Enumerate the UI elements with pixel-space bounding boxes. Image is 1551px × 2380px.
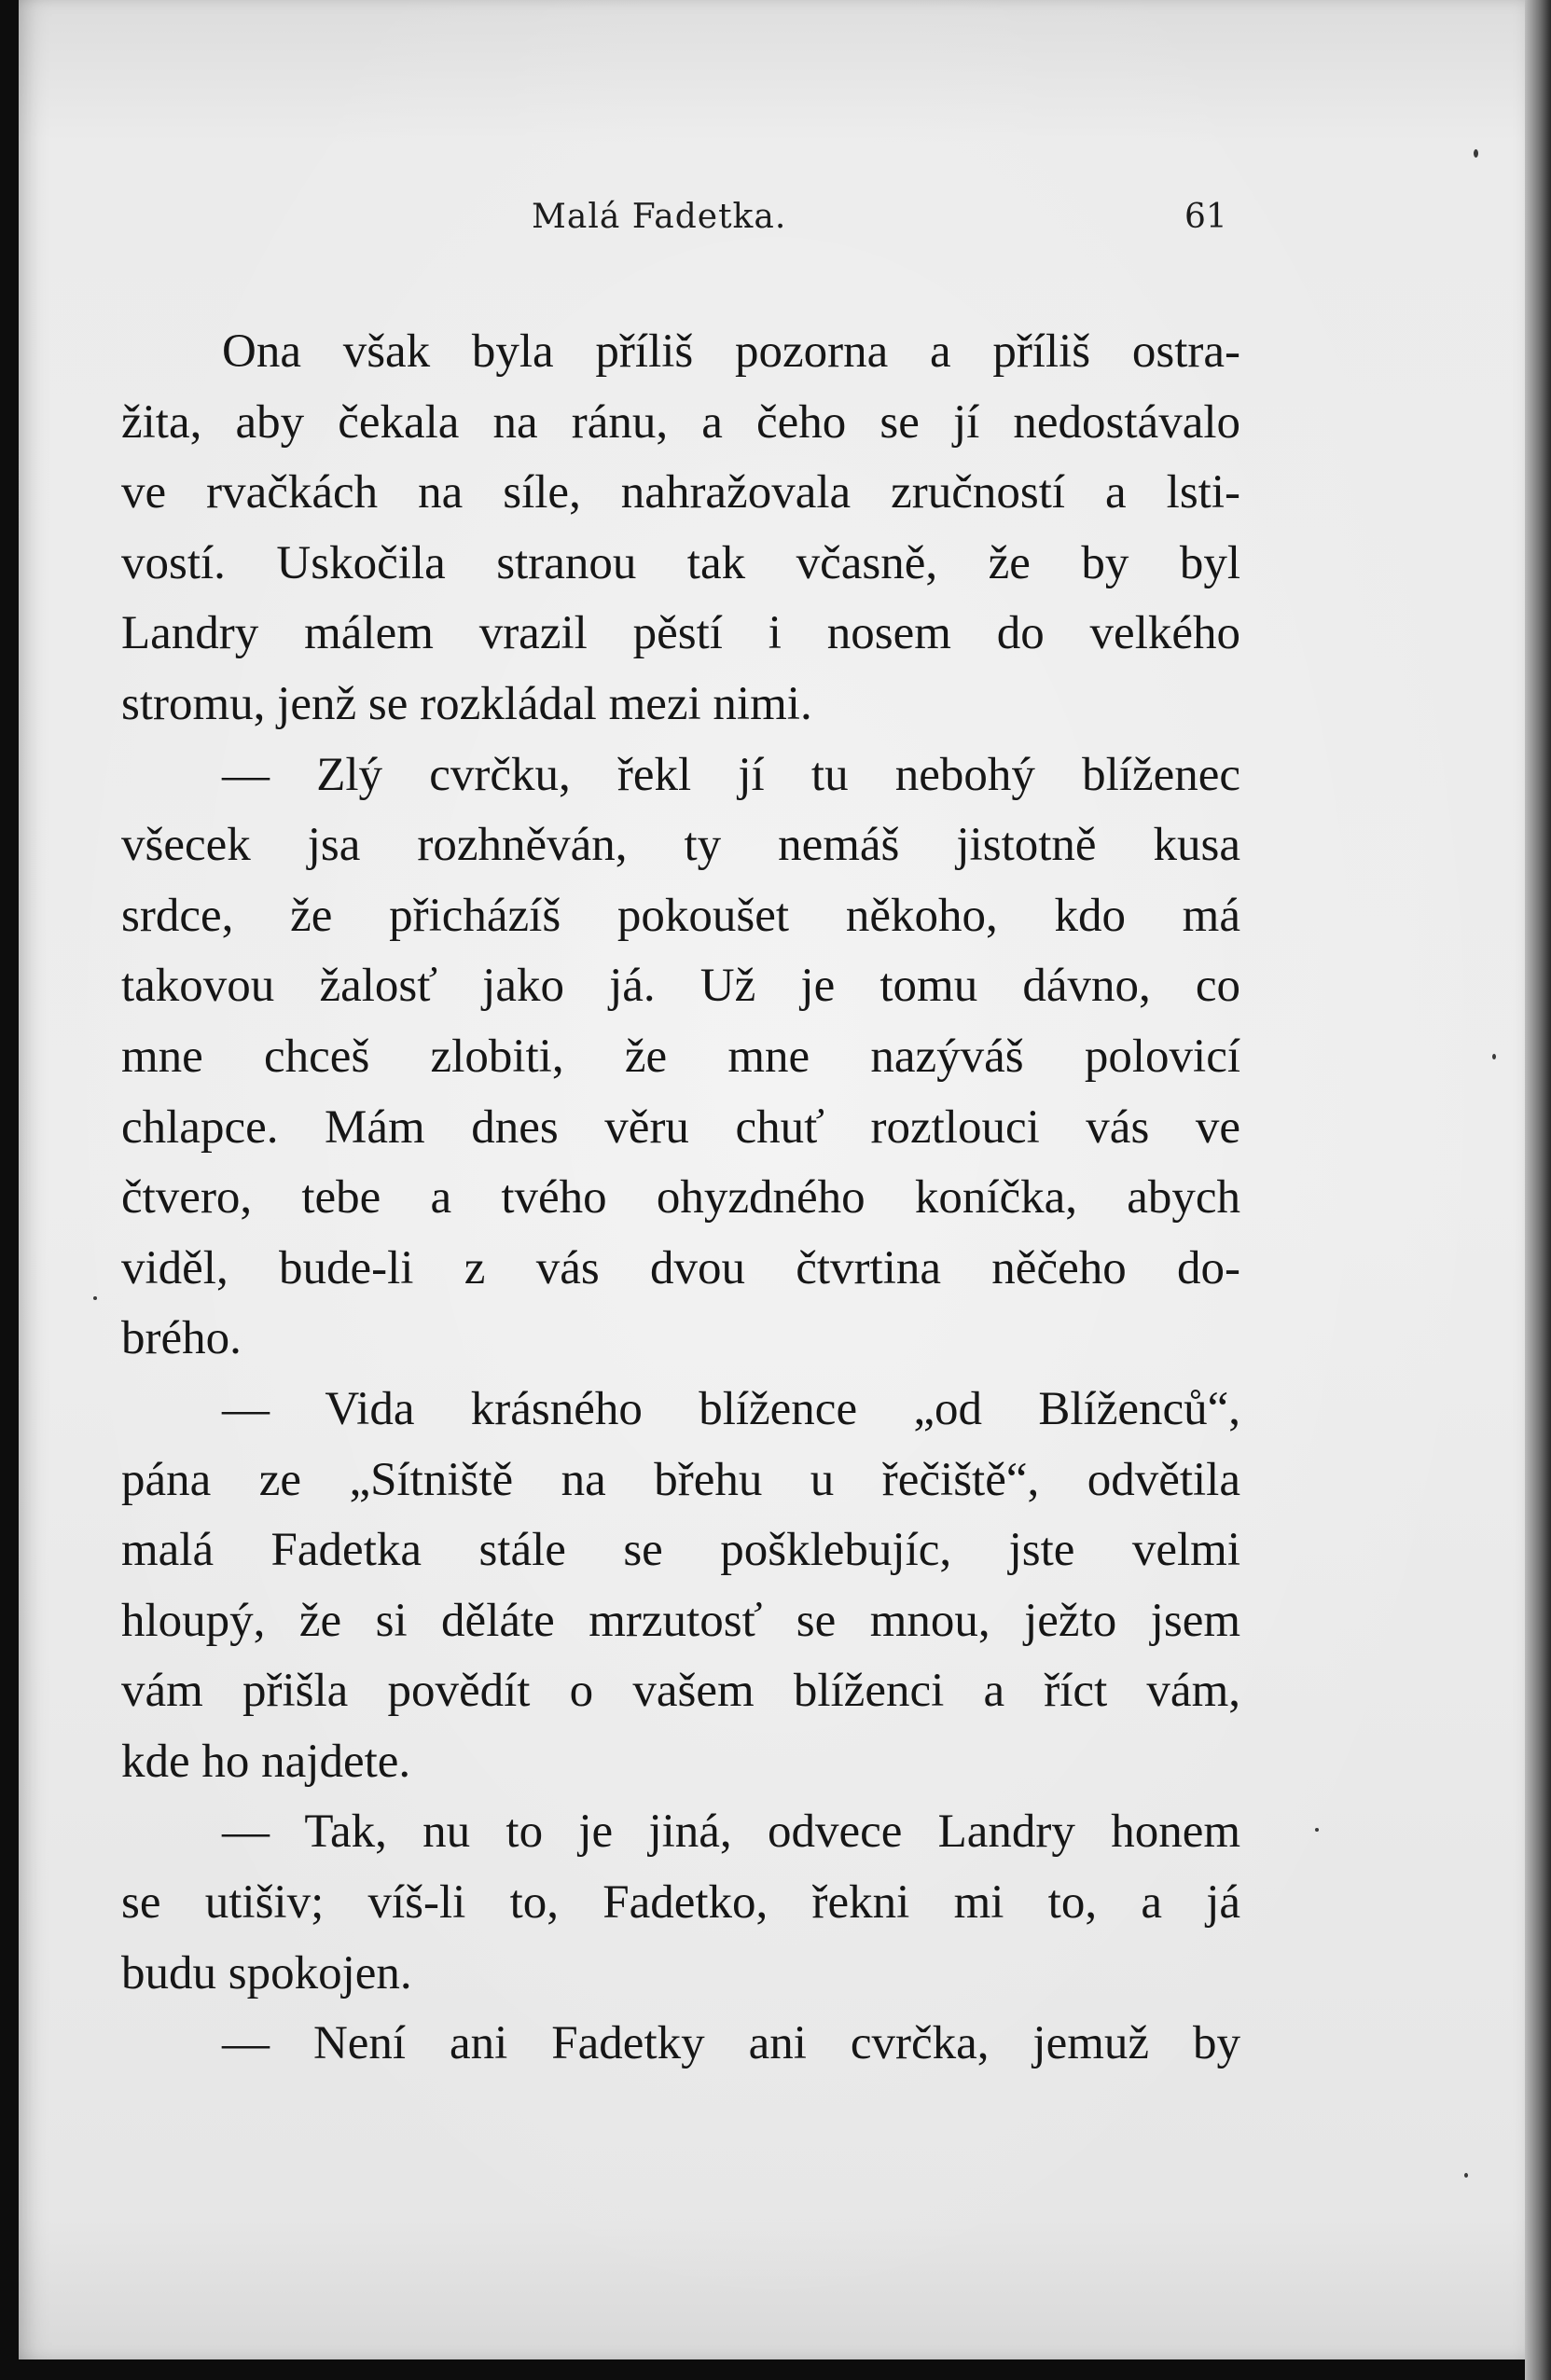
text-line: stromu, jenž se rozkládal mezi nimi.	[121, 677, 812, 730]
text-line: kde ho najdete.	[121, 1735, 411, 1788]
text-line: srdce, že přicházíš pokoušet někoho, kdo má	[121, 889, 1240, 942]
text-line: brého.	[121, 1312, 242, 1365]
text-line: vám přišla povědít o vašem blíženci a říct vám,	[121, 1665, 1240, 1718]
text-line: chlapce. Mám dnes věru chuť roztlouci vás ve	[121, 1100, 1240, 1154]
text-line: — Není ani Fadetky ani cvrčka, jemuž by	[222, 2017, 1240, 2070]
text-line: se utišiv; víš-li to, Fadetko, řekni mi to, a já	[121, 1876, 1240, 1930]
text-line: ve rvačkách na síle, nahražovala zručností a lsti-	[121, 466, 1240, 519]
text-line: Landry málem vrazil pěstí i nosem do velkého	[121, 607, 1240, 660]
body-text	[121, 317, 1240, 2080]
page-number: 61	[1184, 198, 1227, 236]
text-line: vostí. Uskočila stranou tak včasně, že by byl	[121, 536, 1240, 589]
running-title: Malá Fadetka.	[532, 198, 787, 236]
text-line: mne chceš zlobiti, že mne nazýváš polovicí	[121, 1030, 1240, 1083]
paper-speck	[1464, 2173, 1468, 2178]
text-line: žita, aby čekala na ránu, a čeho se jí nedostávalo	[121, 395, 1240, 449]
page-edge-shadow	[1525, 0, 1551, 2380]
text-line: takovou žalosť jako já. Už je tomu dávno, co	[121, 960, 1240, 1013]
text-line: viděl, bude-li z vás dvou čtvrtina něčeho do-	[121, 1241, 1240, 1294]
text-line: pána ze „Sítniště na břehu u řečiště“, odvětila	[121, 1453, 1240, 1506]
running-head	[121, 198, 1240, 244]
paper-speck	[1474, 149, 1478, 158]
paper-speck	[1315, 1828, 1319, 1832]
text-line: malá Fadetka stále se pošklebujíc, jste velmi	[121, 1524, 1240, 1577]
text-line: — Zlý cvrčku, řekl jí tu nebohý blíženec	[222, 748, 1240, 801]
text-line: hloupý, že si děláte mrzutosť se mnou, ježto jsem	[121, 1594, 1240, 1647]
text-line: Ona však byla příliš pozorna a příliš ostra-	[222, 325, 1240, 378]
paper-speck	[1492, 1054, 1496, 1059]
text-line: — Tak, nu to je jiná, odvece Landry honem	[222, 1806, 1240, 1859]
text-line: — Vida krásného blížence „od Blíženců“,	[222, 1382, 1240, 1435]
text-line: čtvero, tebe a tvého ohyzdného koníčka, abych	[121, 1171, 1240, 1225]
paper-speck	[93, 1296, 97, 1300]
text-line: budu spokojen.	[121, 1946, 412, 1999]
text-line: všecek jsa rozhněván, ty nemáš jistotně kusa	[121, 819, 1240, 872]
